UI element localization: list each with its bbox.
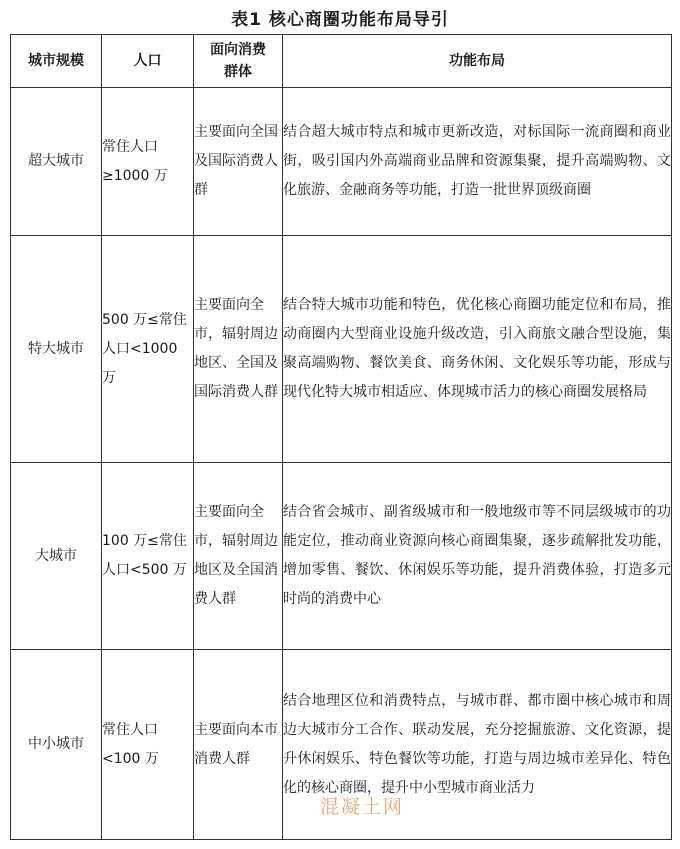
table-caption: 表1 核心商圈功能布局导引 [231,10,449,30]
function-layout-cell: 结合省会城市、副省级城市和一般地级市等不同层级城市的功能定位，推动商业资源向核心商圈集聚，逐步疏解批发功能，增加零售、餐饮、休闲娱乐等功能，提升消费体验，打造多元时尚的消费中心 [283,463,672,650]
city-scale-cell: 超大城市 [11,88,102,236]
audience-cell: 主要面向本市消费人群 [194,650,283,840]
function-layout-table [10,34,672,840]
table-row [11,88,672,236]
population-cell: 100 万≤常住人口<500 万 [102,463,194,650]
header-city-scale: 城市规模 [11,35,102,88]
population-cell: 常住人口≥1000 万 [102,88,194,236]
table-row [11,236,672,463]
population-cell: 500 万≤常住人口<1000 万 [102,236,194,463]
audience-cell: 主要面向全市，辐射周边地区、全国及国际消费人群 [194,236,283,463]
function-layout-cell: 结合特大城市功能和特色，优化核心商圈功能定位和布局，推动商圈内大型商业设施升级改造，引入商旅文融合型设施，集聚高端购物、餐饮美食、商务休闲、文化娱乐等功能，形成与现代化特大城市相适应、体现城市活力的核心商圈发展格局 [283,236,672,463]
header-function-layout: 功能布局 [283,35,672,88]
header-consumer-audience: 面向消费群体 [194,35,283,88]
header-population: 人口 [102,35,194,88]
audience-cell: 主要面向全市，辐射周边地区及全国消费人群 [194,463,283,650]
function-layout-cell: 结合超大城市特点和城市更新改造，对标国际一流商圈和商业街，吸引国内外高端商业品牌和资源集聚，提升高端购物、文化旅游、金融商务等功能，打造一批世界顶级商圈 [283,88,672,236]
population-cell: 常住人口<100 万 [102,650,194,840]
watermark-text: 混凝土网 [320,796,405,818]
city-scale-cell: 中小城市 [11,650,102,840]
function-layout-cell: 结合地理区位和消费特点，与城市群、都市圈中核心城市和周边大城市分工合作、联动发展，充分挖掘旅游、文化资源，提升休闲娱乐、特色餐饮等功能，打造与周边城市差异化、特色化的核心商圈，提升中小型城市商业活力 [283,650,672,840]
table-row [11,463,672,650]
audience-cell: 主要面向全国及国际消费人群 [194,88,283,236]
city-scale-cell: 大城市 [11,463,102,650]
city-scale-cell: 特大城市 [11,236,102,463]
table-header-row [11,35,672,88]
